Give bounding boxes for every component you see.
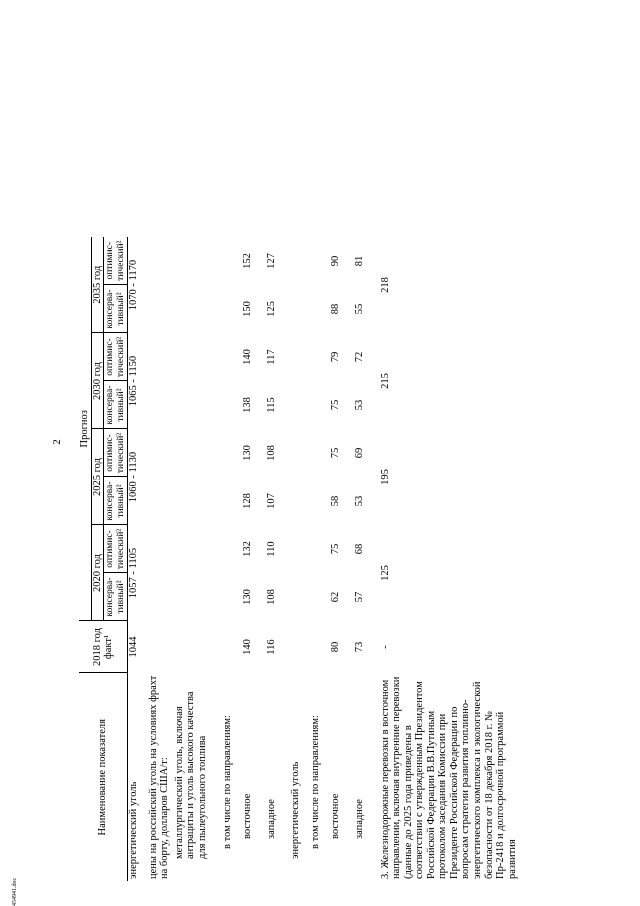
header-fact: 2018 год факт¹ xyxy=(79,621,128,673)
cell-value: 75 xyxy=(329,399,341,411)
cell-value xyxy=(222,573,242,621)
cell-value: 128 xyxy=(241,493,253,509)
cell-value: 132 xyxy=(241,541,253,557)
cell-value xyxy=(148,333,174,381)
cell-value xyxy=(148,381,174,429)
forecast-table xyxy=(79,237,564,881)
cell-value xyxy=(310,477,330,525)
cell-fact xyxy=(148,621,174,673)
cell-year-value: 125 xyxy=(379,565,391,581)
cell-fact: 116 xyxy=(265,639,277,655)
cell-value: 138 xyxy=(241,397,253,413)
cell-value xyxy=(310,381,330,429)
cell-value xyxy=(174,573,222,621)
header-year-2020: 2020 год xyxy=(91,525,104,621)
cell-value: 152 xyxy=(241,253,253,269)
row-label: цены на российский уголь на условиях фрахт на борту, долларов США/т: xyxy=(147,675,171,879)
cell-value xyxy=(222,285,242,333)
cell-value xyxy=(222,237,242,285)
cell-year-value: 1065 - 1150 xyxy=(128,355,140,407)
cell-value: 117 xyxy=(265,349,277,365)
row-label: западное xyxy=(353,799,365,839)
cell-value: 110 xyxy=(265,541,277,557)
cell-fact xyxy=(174,621,222,673)
cell-value xyxy=(290,285,310,333)
cell-value xyxy=(222,429,242,477)
cell-year-value: 215 xyxy=(379,373,391,389)
table-body xyxy=(128,237,564,881)
cell-year-value: 1057 - 1105 xyxy=(128,547,140,599)
header-conservative: консерва-тивный² xyxy=(104,477,128,525)
row-label: в том числе по направлениям: xyxy=(309,715,321,849)
table-row xyxy=(242,237,266,881)
cell-value: 68 xyxy=(353,543,365,555)
cell-fact xyxy=(310,621,330,673)
cell-value xyxy=(310,573,330,621)
header-conservative: консерва-тивный² xyxy=(104,573,128,621)
cell-value: 88 xyxy=(329,303,341,315)
cell-value xyxy=(222,477,242,525)
cell-value: 90 xyxy=(329,255,341,267)
cell-fact: 73 xyxy=(353,641,365,653)
table-row xyxy=(290,237,310,881)
cell-year-value: 195 xyxy=(379,469,391,485)
table-row xyxy=(222,237,242,881)
cell-value: 130 xyxy=(241,589,253,605)
row-label: металлургический уголь, включая антрациты и уголь высокого качества для пылеугольного топлива xyxy=(173,691,208,859)
header-forecast: Прогноз xyxy=(79,237,91,621)
cell-value xyxy=(290,381,310,429)
cell-value xyxy=(290,429,310,477)
cell-year-value: 1060 - 1130 xyxy=(128,451,140,503)
table-row xyxy=(330,237,354,881)
footer-doc-id: 454941.doc xyxy=(12,877,18,906)
cell-fact xyxy=(222,621,242,673)
header-year-2030: 2030 год xyxy=(91,333,104,429)
cell-value xyxy=(148,477,174,525)
cell-value: 72 xyxy=(353,351,365,363)
header-optimistic: оптимис-тический² xyxy=(104,333,128,381)
header-year-2025: 2025 год xyxy=(91,429,104,525)
cell-value: 108 xyxy=(265,589,277,605)
page-number: 2 xyxy=(51,439,63,445)
cell-value: 57 xyxy=(353,591,365,603)
row-label: западное xyxy=(265,799,277,839)
header-optimistic: оптимис-тический² xyxy=(104,525,128,573)
cell-year-value: 218 xyxy=(379,277,391,293)
cell-value: 107 xyxy=(265,493,277,509)
header-optimistic: оптимис-тический² xyxy=(104,429,128,477)
cell-value xyxy=(174,285,222,333)
cell-value: 125 xyxy=(265,301,277,317)
row-label: восточное xyxy=(329,793,341,839)
cell-value: 69 xyxy=(353,447,365,459)
table-row xyxy=(128,237,148,881)
cell-value xyxy=(310,237,330,285)
cell-value xyxy=(222,333,242,381)
row-label: восточное xyxy=(241,793,253,839)
cell-value xyxy=(174,429,222,477)
table-row xyxy=(174,237,222,881)
header-optimistic: оптимис-тический² xyxy=(104,237,128,285)
cell-value xyxy=(290,477,310,525)
cell-fact: 80 xyxy=(329,641,341,653)
row-label: в том числе по направлениям: xyxy=(221,715,233,849)
cell-value: 140 xyxy=(241,349,253,365)
cell-value xyxy=(148,285,174,333)
row-label: 3. Железнодорожные перевозки в восточном направлении, включая внутренние перевозки (данные до 2025 года приведены в соответствии с утвержденным Президентом Российской Федерации В.В.Путиным протоколом заседания Комиссии при Президенте Российской Федерации по вопросам стратегии развития топливно-энергетического комплекса и экологической безопасности от 18 декабря 2018 г. № Пр-2418 и долгосрочной программой развития xyxy=(379,676,518,879)
cell-value xyxy=(290,573,310,621)
cell-value xyxy=(148,525,174,573)
table-row xyxy=(266,237,290,881)
cell-value xyxy=(310,333,330,381)
row-label: энергетический уголь xyxy=(128,781,140,879)
cell-value xyxy=(222,381,242,429)
cell-value: 130 xyxy=(241,445,253,461)
cell-value xyxy=(174,237,222,285)
header-conservative: консерва-тивный² xyxy=(104,381,128,429)
cell-value xyxy=(290,525,310,573)
cell-value xyxy=(310,525,330,573)
cell-value xyxy=(148,429,174,477)
cell-value: 53 xyxy=(353,399,365,411)
cell-value xyxy=(174,525,222,573)
cell-value xyxy=(290,333,310,381)
table-row xyxy=(354,237,380,881)
cell-value: 79 xyxy=(329,351,341,363)
cell-value: 127 xyxy=(265,253,277,269)
table-row xyxy=(148,237,174,881)
header-conservative: консерва-тивный² xyxy=(104,285,128,333)
cell-value xyxy=(148,237,174,285)
row-label: энергетический уголь xyxy=(289,761,301,859)
cell-fact: 140 xyxy=(241,639,253,655)
cell-value: 62 xyxy=(329,591,341,603)
cell-value xyxy=(148,573,174,621)
cell-value: 108 xyxy=(265,445,277,461)
cell-value: 75 xyxy=(329,447,341,459)
cell-fact: 1044 xyxy=(128,636,140,658)
cell-value: 81 xyxy=(353,255,365,267)
cell-value xyxy=(174,381,222,429)
cell-value xyxy=(310,429,330,477)
cell-value xyxy=(290,237,310,285)
table-row xyxy=(310,237,330,881)
table-row xyxy=(380,237,564,881)
cell-value: 115 xyxy=(265,397,277,413)
cell-value: 75 xyxy=(329,543,341,555)
cell-fact: - xyxy=(379,645,391,649)
cell-value: 55 xyxy=(353,303,365,315)
cell-value xyxy=(222,525,242,573)
cell-value: 150 xyxy=(241,301,253,317)
cell-value: 53 xyxy=(353,495,365,507)
cell-value xyxy=(310,285,330,333)
cell-fact xyxy=(290,621,310,673)
cell-value: 58 xyxy=(329,495,341,507)
header-year-2035: 2035 год xyxy=(91,237,104,333)
cell-value xyxy=(174,477,222,525)
header-indicator: Наименование показателя xyxy=(79,673,128,881)
cell-value xyxy=(174,333,222,381)
cell-year-value: 1070 - 1170 xyxy=(128,259,140,311)
